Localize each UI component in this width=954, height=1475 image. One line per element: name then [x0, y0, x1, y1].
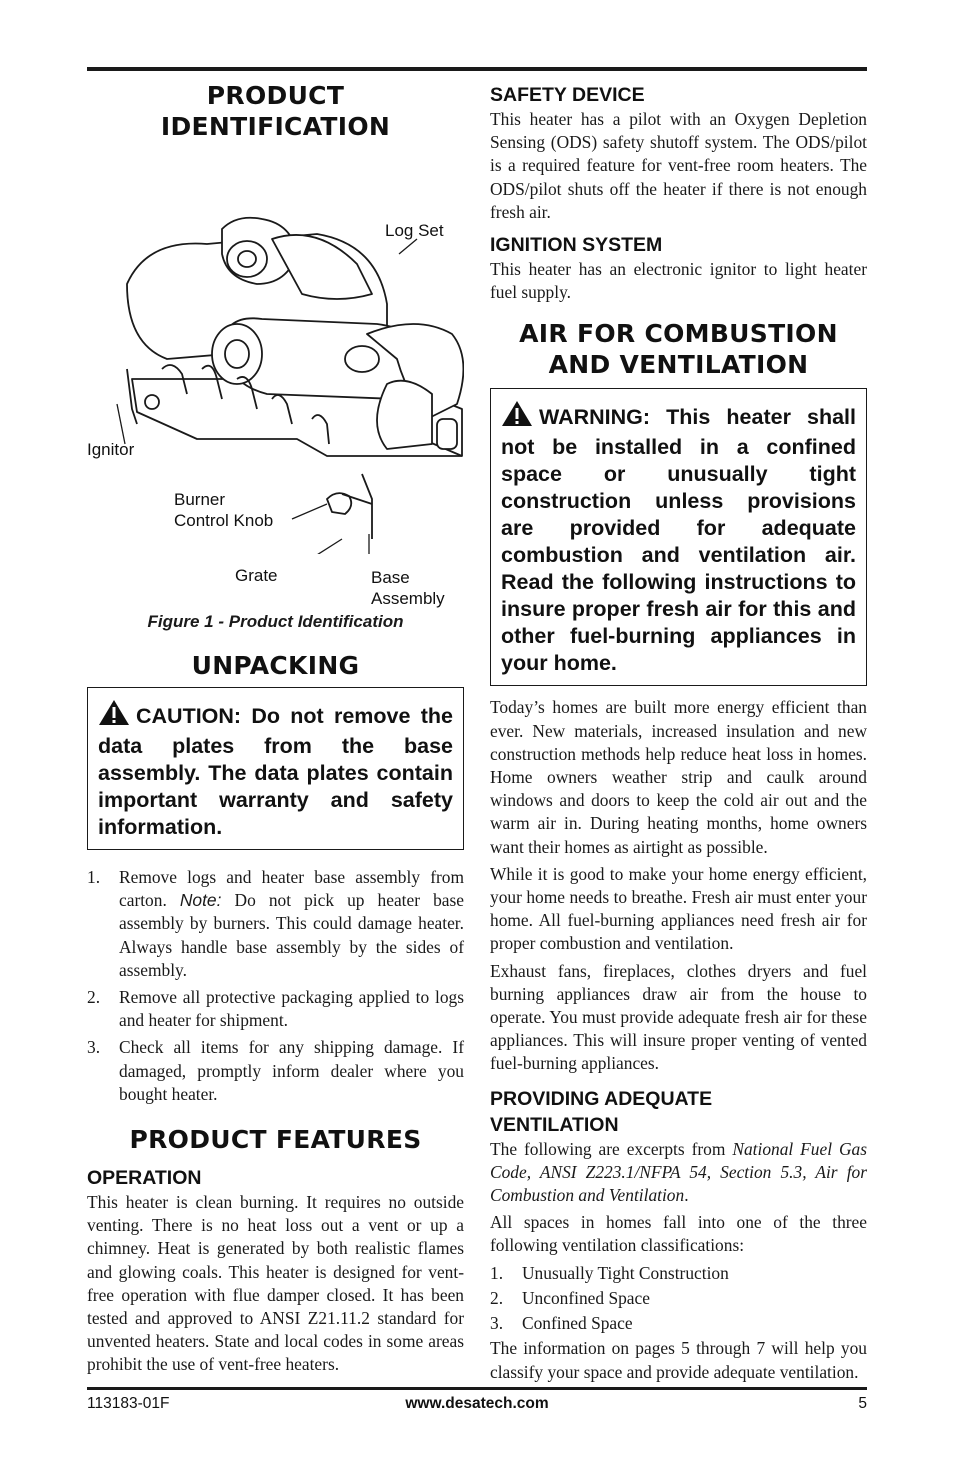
ignitor-label: Ignitor: [87, 440, 135, 459]
website-link[interactable]: www.desatech.com: [405, 1395, 549, 1412]
unpacking-steps: [87, 866, 464, 1106]
list-item: 3. Confined Space: [490, 1313, 633, 1334]
classification-list: [490, 1262, 867, 1336]
list-item: 3. Check all items for any shipping damage. If damaged, promptly inform dealer where you bought heater.: [87, 1037, 464, 1104]
burner-control-knob-label: Burner Control Knob: [174, 490, 274, 530]
product-identification-figure: [87, 144, 464, 608]
caution-text: CAUTION: Do not remove the data plates from the base assembly. The data plates contain important warranty and safety information.: [98, 704, 453, 839]
warning-triangle-icon: [98, 699, 130, 733]
list-item: 1. Unusually Tight Construction: [490, 1262, 729, 1283]
paragraph: While it is good to make your home energy efficient, your home needs to breathe. Fresh air must enter your home. All fuel-burning appliances need fresh air for proper combustion and ventilation.: [490, 863, 867, 954]
caution-box: [87, 687, 464, 850]
product-identification-title: PRODUCT IDENTIFICATION: [160, 81, 391, 141]
doc-number: 113183-01F: [87, 1395, 170, 1412]
classification-text: All spaces in homes fall into one of the three following ventilation classifications:: [490, 1212, 867, 1256]
providing-ventilation-heading: PROVIDING ADEQUATE VENTILATION: [490, 1087, 713, 1136]
warning-box: [490, 388, 867, 686]
paragraph: Exhaust fans, fireplaces, clothes dryers and fuel burning appliances draw air from the house to operate. You must provide adequate fresh air for these appliances. This will insure proper venting of vented fuel-burning appliances.: [490, 960, 867, 1074]
unpacking-title: UNPACKING: [191, 651, 360, 680]
left-column: [87, 80, 464, 1381]
log-set-label: Log Set: [385, 221, 444, 240]
closing-text: The information on pages 5 through 7 will help you classify your space and provide adequate ventilation.: [490, 1338, 867, 1382]
right-column: [490, 80, 867, 1388]
warning-triangle-icon: [501, 400, 533, 434]
safety-device-text: This heater has a pilot with an Oxygen Depletion Sensing (ODS) safety shutoff system. The ODS/pilot is a required feature for vent-free room heaters. The ODS/pilot shuts off the heater if there is not enough fresh air.: [490, 109, 867, 222]
base-assembly-label: Base Assembly: [371, 568, 445, 608]
operation-heading: OPERATION: [87, 1167, 202, 1190]
paragraph: Today’s homes are built more energy efficient than ever. New materials, increased insulation and new construction methods help reduce heat loss in homes. Home owners weather strip and caulk around windows and doors to keep the cold air out and the warm air in. During heating months, home owners want their homes as airtight as possible.: [490, 697, 867, 857]
list-item: 2. Remove all protective packaging applied to logs and heater for shipment.: [87, 987, 464, 1031]
figure-caption: Figure 1 - Product Identification: [147, 612, 404, 631]
heater-log-set-illustration: [87, 144, 464, 554]
safety-device-heading: SAFETY DEVICE: [490, 84, 645, 106]
air-for-combustion-title: AIR FOR COMBUSTION AND VENTILATION: [519, 319, 838, 380]
bottom-rule: [87, 1387, 867, 1390]
ignition-system-heading: IGNITION SYSTEM: [490, 234, 663, 257]
ignition-system-text: This heater has an electronic ignitor to light heater fuel supply.: [490, 259, 867, 303]
operation-text: This heater is clean burning. It requires no outside venting. There is no heat loss out a vent or up a chimney. Heat is generated by both realistic flames and glowing coals. This heater is designed for vent-free operation with flue damper closed. It has been tested and approved to ANSI Z21.11.2 standard for unvented heaters. State and local codes in some areas prohibit the use of vent-free heaters.: [87, 1192, 464, 1375]
excerpt-intro: The following are excerpts from National Fuel Gas Code, ANSI Z223.1/NFPA 54, Section 5.3, Air for Combustion and Ventilation.: [490, 1138, 868, 1206]
product-features-title: PRODUCT FEATURES: [129, 1125, 422, 1155]
warning-text: WARNING: This heater shall not be installed in a confined space or unusually tight construction unless provisions are provided for adequate combustion and ventilation air. Read the following instructions to insure proper fresh air for this and other fuel-burning appliances in your home.: [501, 405, 856, 676]
list-item: 2. Unconfined Space: [490, 1287, 650, 1308]
top-rule: [87, 67, 867, 71]
grate-label: Grate: [235, 566, 278, 585]
page-number: 5: [858, 1395, 867, 1412]
list-item: 1. Remove logs and heater base assembly from carton. Note: Do not pick up heater base assembly by burners. This could damage heater. Always handle base assembly by the sides of assembly.: [87, 867, 464, 980]
